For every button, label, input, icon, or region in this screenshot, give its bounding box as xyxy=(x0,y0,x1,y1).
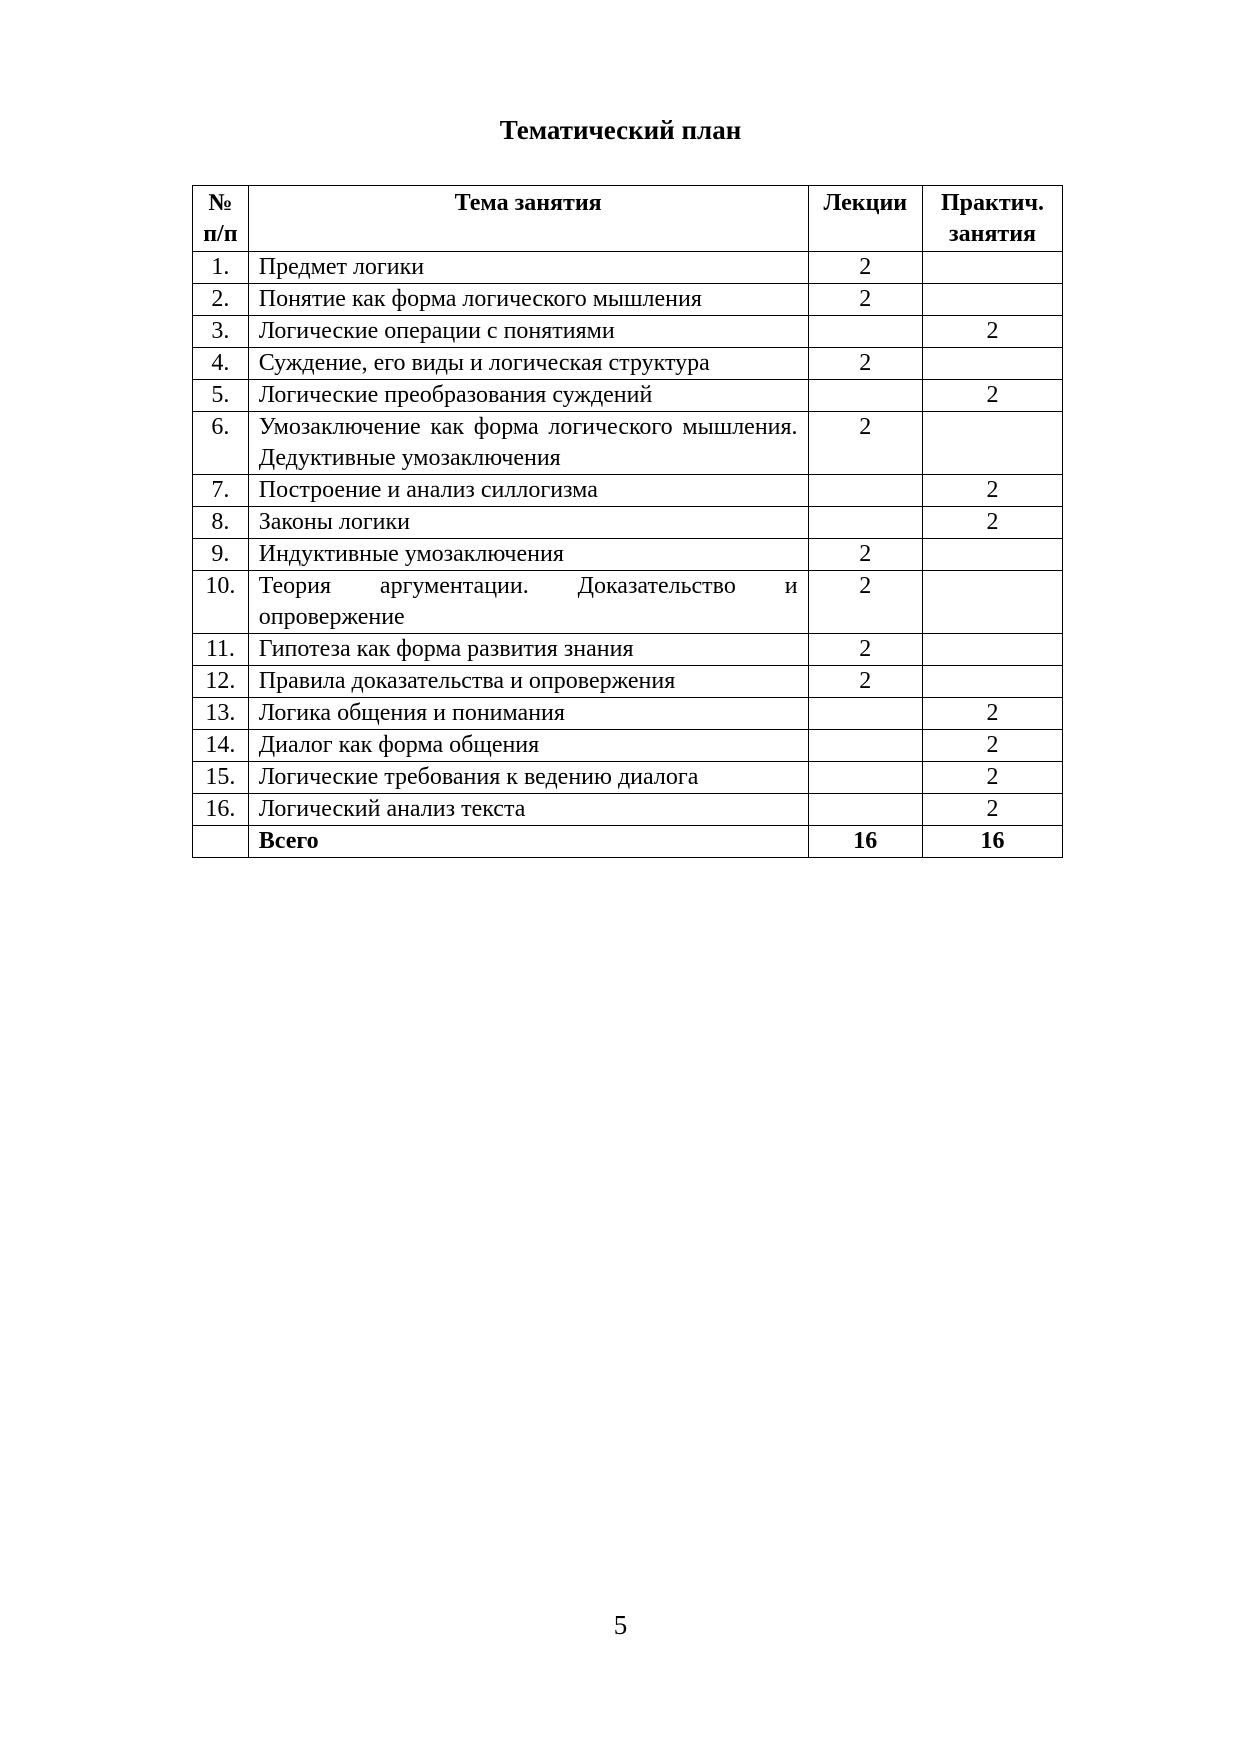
row-topic: Гипотеза как форма развития знания xyxy=(248,634,808,666)
row-lectures: 2 xyxy=(808,666,922,698)
row-num: 11. xyxy=(193,634,249,666)
total-label: Всего xyxy=(248,826,808,858)
table-row xyxy=(193,666,1063,698)
row-practice xyxy=(923,571,1063,634)
row-topic: Логические требования к ведению диалога xyxy=(248,762,808,794)
total-lectures: 16 xyxy=(808,826,922,858)
page-number: 5 xyxy=(613,1610,628,1640)
row-topic: Построение и анализ силлогизма xyxy=(248,475,808,507)
row-lectures xyxy=(808,762,922,794)
row-topic: Теория аргументации. Доказательство и опровержение xyxy=(248,571,808,634)
row-num: 13. xyxy=(193,698,249,730)
table-row xyxy=(193,539,1063,571)
header-num-line1: № xyxy=(208,190,233,216)
row-num: 15. xyxy=(193,762,249,794)
row-practice: 2 xyxy=(923,698,1063,730)
row-lectures xyxy=(808,316,922,348)
row-lectures: 2 xyxy=(808,634,922,666)
table-row xyxy=(193,412,1063,475)
header-practice-line1: Практич. xyxy=(941,190,1044,216)
row-lectures xyxy=(808,475,922,507)
table-row xyxy=(193,634,1063,666)
row-num: 8. xyxy=(193,507,249,539)
total-num-cell xyxy=(193,826,249,858)
row-num: 12. xyxy=(193,666,249,698)
header-num-line2: п/п xyxy=(203,221,238,247)
row-topic: Диалог как форма общения xyxy=(248,730,808,762)
row-num: 7. xyxy=(193,475,249,507)
row-num: 9. xyxy=(193,539,249,571)
row-topic: Умозаключение как форма логического мышления. Дедуктивные умозаключения xyxy=(248,412,808,475)
page-title: Тематический план xyxy=(499,115,742,145)
row-lectures xyxy=(808,794,922,826)
table-row xyxy=(193,316,1063,348)
row-practice: 2 xyxy=(923,794,1063,826)
row-topic: Логические операции с понятиями xyxy=(248,316,808,348)
row-lectures: 2 xyxy=(808,348,922,380)
row-topic: Понятие как форма логического мышления xyxy=(248,284,808,316)
row-num: 2. xyxy=(193,284,249,316)
row-num: 1. xyxy=(193,252,249,284)
row-num: 16. xyxy=(193,794,249,826)
row-lectures: 2 xyxy=(808,539,922,571)
table-row xyxy=(193,730,1063,762)
row-practice: 2 xyxy=(923,730,1063,762)
total-row xyxy=(193,826,1063,858)
row-topic: Предмет логики xyxy=(248,252,808,284)
row-topic: Суждение, его виды и логическая структура xyxy=(248,348,808,380)
header-topic: Тема занятия xyxy=(248,186,808,252)
row-practice: 2 xyxy=(923,507,1063,539)
header-lectures: Лекции xyxy=(808,186,922,252)
thematic-plan-table xyxy=(192,185,1063,858)
row-lectures xyxy=(808,507,922,539)
row-num: 14. xyxy=(193,730,249,762)
row-topic: Законы логики xyxy=(248,507,808,539)
table-body xyxy=(193,252,1063,826)
row-topic: Логика общения и понимания xyxy=(248,698,808,730)
table-row xyxy=(193,252,1063,284)
row-lectures xyxy=(808,730,922,762)
total-practice: 16 xyxy=(923,826,1063,858)
table-row xyxy=(193,348,1063,380)
row-num: 10. xyxy=(193,571,249,634)
row-num: 4. xyxy=(193,348,249,380)
row-lectures: 2 xyxy=(808,571,922,634)
table-row xyxy=(193,507,1063,539)
row-topic: Индуктивные умозаключения xyxy=(248,539,808,571)
header-practice-line2: занятия xyxy=(948,221,1037,247)
row-num: 5. xyxy=(193,380,249,412)
row-practice xyxy=(923,634,1063,666)
header-num xyxy=(193,186,249,252)
row-practice xyxy=(923,284,1063,316)
row-practice xyxy=(923,252,1063,284)
row-practice: 2 xyxy=(923,316,1063,348)
row-practice xyxy=(923,348,1063,380)
header-practice xyxy=(923,186,1063,252)
row-topic: Логический анализ текста xyxy=(248,794,808,826)
table-row xyxy=(193,571,1063,634)
row-lectures xyxy=(808,698,922,730)
table-row xyxy=(193,475,1063,507)
table-row xyxy=(193,762,1063,794)
table-header-row xyxy=(193,186,1063,252)
row-practice: 2 xyxy=(923,762,1063,794)
row-practice: 2 xyxy=(923,380,1063,412)
row-practice xyxy=(923,539,1063,571)
table-row xyxy=(193,284,1063,316)
row-practice xyxy=(923,412,1063,475)
row-num: 6. xyxy=(193,412,249,475)
row-num: 3. xyxy=(193,316,249,348)
row-topic: Правила доказательства и опровержения xyxy=(248,666,808,698)
row-lectures: 2 xyxy=(808,284,922,316)
table-row xyxy=(193,698,1063,730)
row-lectures: 2 xyxy=(808,412,922,475)
row-lectures: 2 xyxy=(808,252,922,284)
table-row xyxy=(193,380,1063,412)
table-row xyxy=(193,794,1063,826)
row-practice xyxy=(923,666,1063,698)
row-lectures xyxy=(808,380,922,412)
row-practice: 2 xyxy=(923,475,1063,507)
row-topic: Логические преобразования суждений xyxy=(248,380,808,412)
